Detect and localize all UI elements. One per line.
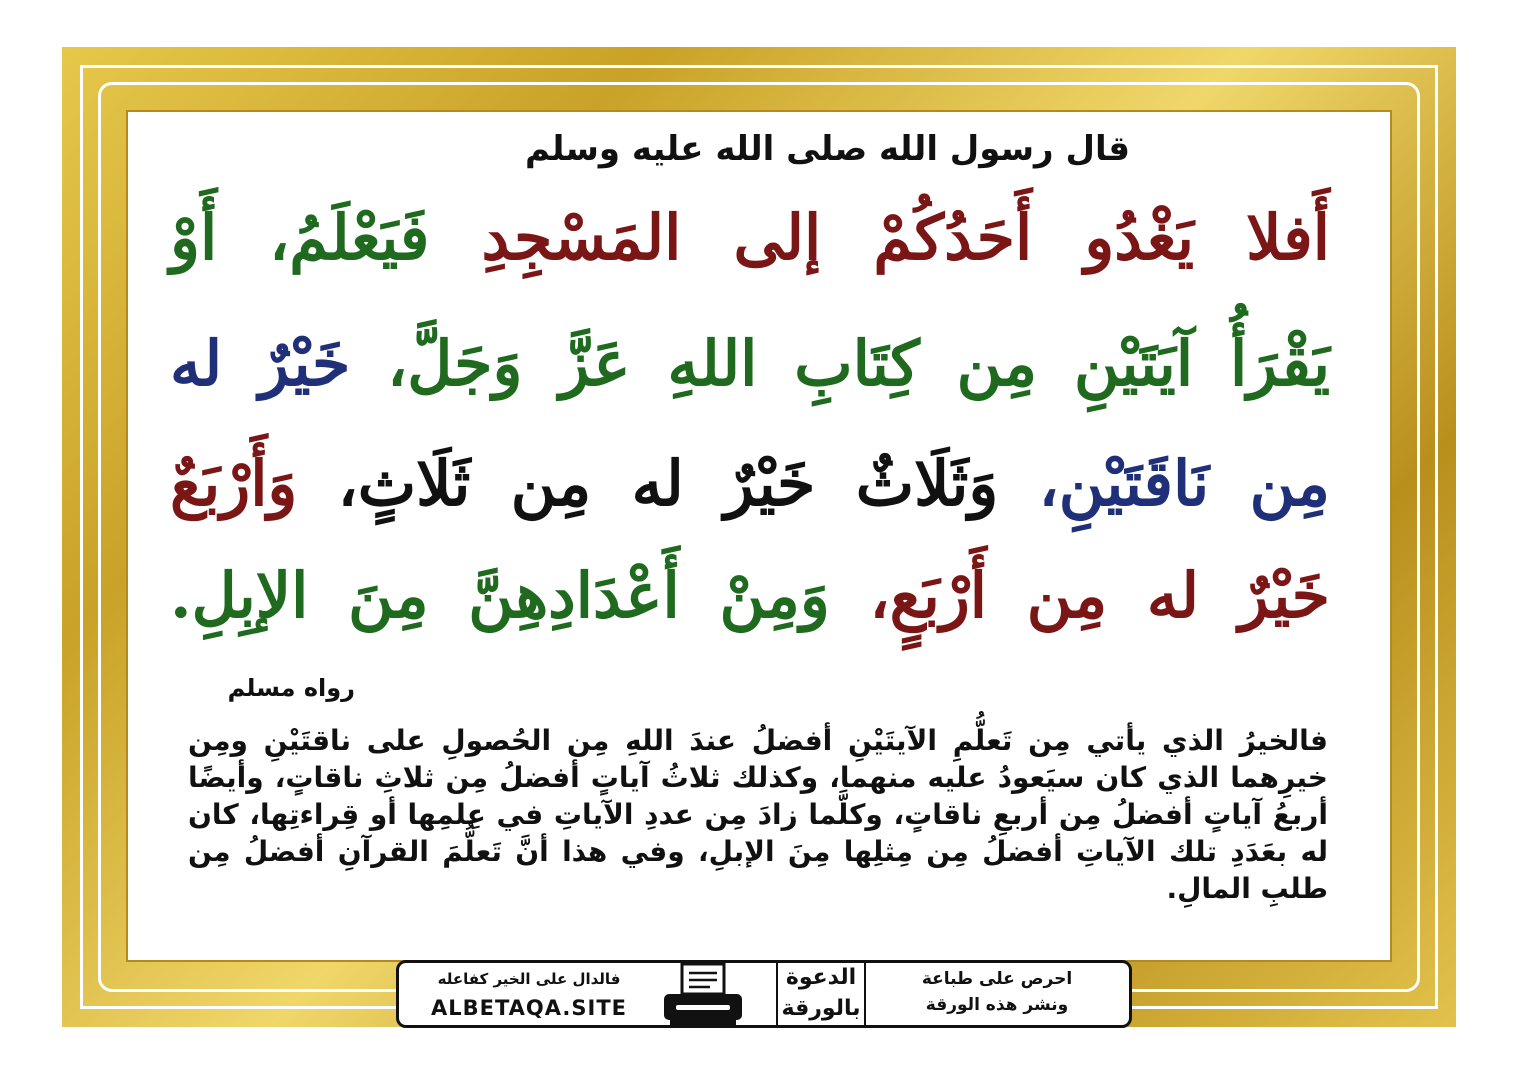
logo-line-2: بالورقة xyxy=(781,996,861,1021)
footer-print-line-1: احرص على طباعة xyxy=(921,969,1073,989)
hadith-segment: أَفلا يَغْدُو أَحَدُكُمْ إلى المَسْجِدِ xyxy=(481,201,1330,274)
dawah-logo xyxy=(776,962,866,1028)
footer-website-link[interactable]: ALBETAQA.SITE xyxy=(430,996,627,1020)
hadith-segment: فَيَعْلَمُ، أَوْ xyxy=(170,201,482,274)
hadith-line-3 xyxy=(170,436,1330,532)
explanation-paragraph: فالخيرُ الذي يأتي مِن تَعلُّمِ الآيتَيْنِ أفضلُ عندَ اللهِ مِن الحُصولِ على ناقتَيْنِ ومِن خيرِهما الذي كان سيَعودُ عليه منهما، وكذلك ثلاثُ آياتٍ أفضلُ مِن ثلاثِ ناقاتٍ، وأيضًا أربعُ آياتٍ أفضلُ مِن أربعِ ناقاتٍ، وكلَّما زادَ مِن عددِ الآياتِ في عِلمِها أو قِراءتِها، كان له بعَدَدِ تلك الآياتِ أفضلُ مِن مِثلِها مِنَ الإبلِ، وفي هذا أنَّ تَعلُّمَ القرآنِ أفضلُ مِن طلبِ المالِ. xyxy=(188,724,1328,905)
footer-print-line-2: ونشر هذه الورقة xyxy=(925,995,1069,1015)
footer-print-note xyxy=(872,966,1122,1022)
logo-line-1: الدعوة xyxy=(785,965,857,990)
footer-slogan: فالدال على الخير كفاعله xyxy=(437,970,621,988)
hadith-line-1 xyxy=(170,190,1330,286)
hadith-segment: يَقْرَأُ آيَتَيْنِ مِن كِتَابِ اللهِ عَزَّ وَجَلَّ، xyxy=(387,327,1331,400)
intro-text: قال رسول الله صلى الله عليه وسلم xyxy=(524,129,1130,169)
hadith-segment: خَيْرٌ له مِن أَرْبَعٍ، xyxy=(869,559,1331,632)
hadith-source: رواه مسلم xyxy=(227,674,355,702)
hadith-segment: وَأَرْبَعٌ xyxy=(170,447,338,520)
hadith-segment: مِن نَاقَتَيْنِ، xyxy=(1038,447,1330,520)
hadith-segment: خَيْرٌ له xyxy=(170,327,388,400)
hadith-segment: وَثَلَاثٌ خَيْرٌ له مِن ثَلَاثٍ، xyxy=(337,447,1039,520)
printer-icon xyxy=(660,960,746,1030)
hadith-segment: وَمِنْ أَعْدَادِهِنَّ مِنَ الإبِلِ. xyxy=(170,559,870,632)
hadith-line-4 xyxy=(170,548,1330,644)
hadith-line-2 xyxy=(170,316,1330,412)
